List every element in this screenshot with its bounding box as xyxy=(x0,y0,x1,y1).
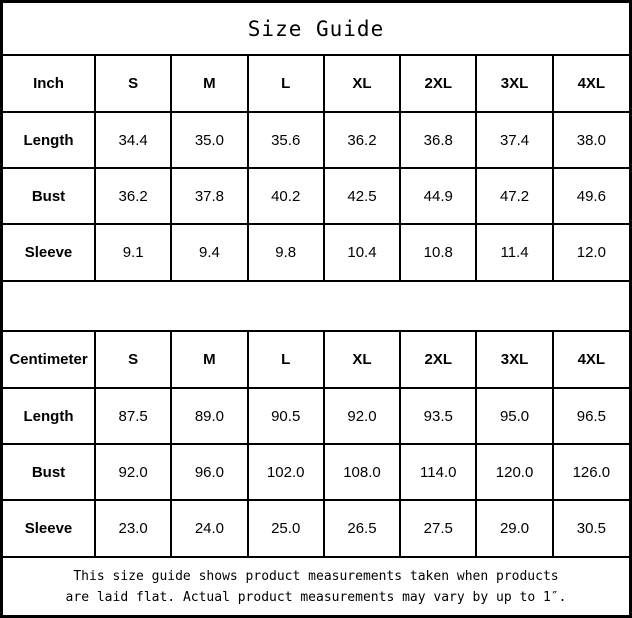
row-label-bust: Bust xyxy=(3,168,95,224)
measurement-cell: 27.5 xyxy=(400,500,476,556)
measurement-cell: 92.0 xyxy=(324,388,400,444)
measurement-cell: 10.8 xyxy=(400,224,476,280)
measurement-cell: 92.0 xyxy=(95,444,171,500)
inch-header-row xyxy=(3,56,629,112)
measurement-cell: 37.4 xyxy=(476,112,552,168)
measurement-cell: 11.4 xyxy=(476,224,552,280)
measurement-cell: 93.5 xyxy=(400,388,476,444)
column-header-xl: XL xyxy=(324,56,400,112)
measurement-cell: 29.0 xyxy=(476,500,552,556)
column-header-m: M xyxy=(171,56,247,112)
measurement-cell: 38.0 xyxy=(553,112,629,168)
measurement-cell: 96.0 xyxy=(171,444,247,500)
measurement-cell: 87.5 xyxy=(95,388,171,444)
column-header-s: S xyxy=(95,56,171,112)
measurement-cell: 25.0 xyxy=(248,500,324,556)
unit-header-centimeter: Centimeter xyxy=(3,332,95,388)
column-header-4xl: 4XL xyxy=(553,56,629,112)
footer-note xyxy=(3,556,629,615)
measurement-cell: 36.8 xyxy=(400,112,476,168)
row-label-sleeve: Sleeve xyxy=(3,500,95,556)
column-header-3xl: 3XL xyxy=(476,332,552,388)
row-label-bust: Bust xyxy=(3,444,95,500)
measurement-cell: 108.0 xyxy=(324,444,400,500)
page-title: Size Guide xyxy=(3,3,629,56)
measurement-cell: 102.0 xyxy=(248,444,324,500)
column-header-2xl: 2XL xyxy=(400,332,476,388)
measurement-cell: 10.4 xyxy=(324,224,400,280)
measurement-cell: 36.2 xyxy=(324,112,400,168)
table-spacer xyxy=(3,280,629,332)
table-row xyxy=(3,388,629,444)
measurement-cell: 126.0 xyxy=(553,444,629,500)
row-label-sleeve: Sleeve xyxy=(3,224,95,280)
column-header-l: L xyxy=(248,56,324,112)
column-header-m: M xyxy=(171,332,247,388)
measurement-cell: 34.4 xyxy=(95,112,171,168)
measurement-cell: 35.6 xyxy=(248,112,324,168)
measurement-cell: 24.0 xyxy=(171,500,247,556)
table-row xyxy=(3,224,629,280)
measurement-cell: 36.2 xyxy=(95,168,171,224)
unit-header-inch: Inch xyxy=(3,56,95,112)
measurement-cell: 89.0 xyxy=(171,388,247,444)
column-header-2xl: 2XL xyxy=(400,56,476,112)
measurement-cell: 44.9 xyxy=(400,168,476,224)
measurement-cell: 35.0 xyxy=(171,112,247,168)
measurement-cell: 96.5 xyxy=(553,388,629,444)
measurement-cell: 47.2 xyxy=(476,168,552,224)
column-header-xl: XL xyxy=(324,332,400,388)
centimeter-header-row xyxy=(3,332,629,388)
measurement-cell: 90.5 xyxy=(248,388,324,444)
measurement-cell: 9.8 xyxy=(248,224,324,280)
column-header-s: S xyxy=(95,332,171,388)
footer-note-line: are laid flat. Actual product measurements may vary by up to 1″. xyxy=(65,589,567,605)
measurement-cell: 49.6 xyxy=(553,168,629,224)
row-label-length: Length xyxy=(3,388,95,444)
footer-note-line: This size guide shows product measurements taken when products xyxy=(73,568,559,584)
measurement-cell: 9.1 xyxy=(95,224,171,280)
table-row xyxy=(3,444,629,500)
measurement-cell: 40.2 xyxy=(248,168,324,224)
measurement-cell: 9.4 xyxy=(171,224,247,280)
table-row xyxy=(3,112,629,168)
table-row xyxy=(3,168,629,224)
measurement-cell: 12.0 xyxy=(553,224,629,280)
measurement-cell: 114.0 xyxy=(400,444,476,500)
measurement-cell: 30.5 xyxy=(553,500,629,556)
column-header-3xl: 3XL xyxy=(476,56,552,112)
measurement-cell: 120.0 xyxy=(476,444,552,500)
row-label-length: Length xyxy=(3,112,95,168)
table-row xyxy=(3,500,629,556)
measurement-cell: 42.5 xyxy=(324,168,400,224)
inch-size-table xyxy=(3,56,629,280)
measurement-cell: 95.0 xyxy=(476,388,552,444)
measurement-cell: 26.5 xyxy=(324,500,400,556)
measurement-cell: 37.8 xyxy=(171,168,247,224)
column-header-4xl: 4XL xyxy=(553,332,629,388)
measurement-cell: 23.0 xyxy=(95,500,171,556)
centimeter-size-table xyxy=(3,332,629,556)
column-header-l: L xyxy=(248,332,324,388)
